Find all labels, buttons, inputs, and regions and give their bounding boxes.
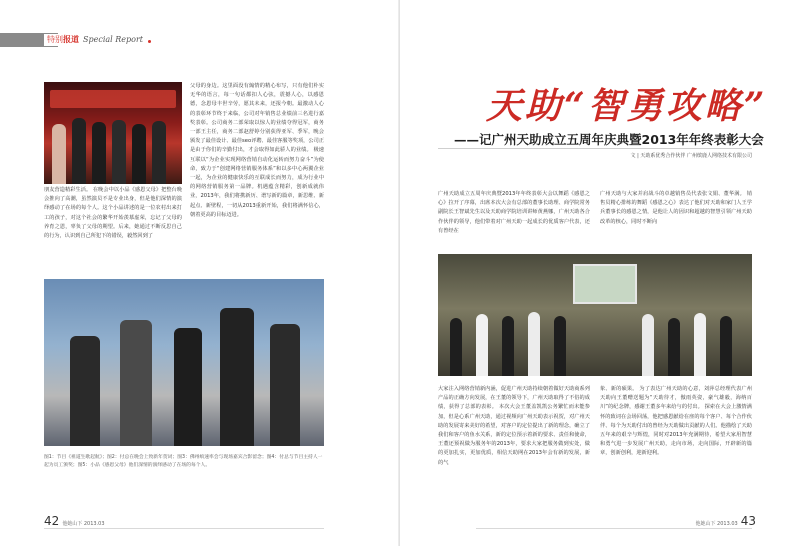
photo-figure: [450, 318, 462, 376]
page-number-left: 42: [44, 514, 60, 528]
photo-dance-performance: [438, 254, 752, 376]
text-column-1: 朋友营造精彩生活。 在晚会中以小品《感恩父母》把整台晚会推向了高潮，虽然演员不是专业出身，但是他们深情的演绎感动了在场的每个人。这个小品讲述的是一位农村出来打工的孩子，对这个社会的繁华开始羡慕虚荣，忘记了父母的养育之恩，辜负了父母的期望。后来，她通过不断反思自己的行为，认识到自己所犯下的错误，毅然回到了: [44, 187, 182, 240]
photo-figure: [72, 118, 86, 184]
photo-figure: [694, 313, 706, 376]
photo-figure: [220, 308, 254, 446]
photo-figure: [668, 318, 680, 376]
photo-figure: [554, 316, 566, 376]
photo-figure: [70, 336, 100, 446]
magazine-issue-left: 他她山下 2013.03: [62, 521, 105, 527]
photo-figure: [502, 316, 514, 376]
footer-rule-left: [44, 528, 324, 529]
footer-right: [695, 514, 756, 528]
article-title: 天助“智勇攻略”: [486, 85, 768, 127]
page-number-right: 43: [740, 514, 756, 528]
photo-figure: [120, 320, 152, 446]
section-label: [44, 34, 146, 46]
photo-figure: [152, 121, 166, 184]
photo-figure: [174, 328, 202, 446]
text-column-3: 广州天助成立五周年庆典暨2013年年终表彰大会以舞蹈《感恩之心》拉开了序幕，出席本次大会有总部的董事长助理、商学院常务副院长王智斌先生以及天助商学院培训讲师黄燕娜，广州天助各合作伙伴的领导，他们带着对广州天助一起成长的优质客户代表，还有曾经在: [438, 191, 590, 234]
photo-figure: [642, 314, 654, 376]
byline: 文 | 天助系优秀合作伙伴 广州缤鹿人网络技术有限公司: [630, 153, 752, 159]
section-label-prefix: 特别: [47, 35, 63, 44]
photo-screen: [573, 264, 637, 304]
footer-rule-right: [476, 528, 752, 529]
section-label-en: Special Report: [83, 35, 143, 44]
title-rule: [438, 148, 752, 149]
section-label-highlight: 报道: [63, 35, 79, 44]
section-dot: [148, 40, 151, 43]
photo-figure: [112, 120, 126, 184]
footer-left: [44, 514, 105, 528]
photo-figure: [720, 316, 732, 376]
photo-speakers: [44, 279, 324, 446]
photo-figure: [270, 324, 300, 446]
photo-stage-performers: [44, 82, 182, 184]
photo-figure: [92, 122, 106, 184]
photo-banner: [50, 90, 176, 108]
text-column-4: 广州天助与大家并肩战斗的卓越销售员代表张文娟、董华满。 销售员精心排练的舞蹈《感恩之心》表达了他们对天助和家门人王学兵董事长的感恩之情，是他让人的因识和超越的智慧引领广州天助改革的核心，同时不断向: [600, 191, 752, 225]
article-subtitle: ——记广州天助成立五周年庆典暨2013年年终表彰大会: [454, 132, 764, 147]
text-column-2: 父母的身边。这里面没有煽情的精心布写，只有他们朴实无华的语言，每一句话都扣人心弦，震撼人心，以感恩德，念恩母丰世辛劳，愿其未来，还报今朝。最激动人心的表彰环节终于来临，公司对年销售总业绩前三名进行嘉奖表彰。公司商务二部荣取以惊人的业绩夺得冠军，商务一部王主任，商务二部赵舒婷分别获得亚军、季军，晚会颁发了最佳设计、最佳seo评聘、最佳客服等奖项，公司正是由于你们的辛勤付出，才会取得如此骄人的业绩。 极速互联以“为企业实现网络营销自动化运转而努力奋斗”为使命，致力于“创建网络营销服务体系”和以多中心两翼企业一起，为企业的健康快乐的互联成长而努力，成为行业中的网络营销服务第一品牌。机遇蕴含精彩，创新成就伟业，2013年，我们将携新历、谱写新的篇章，新思维、新起点、新壁程，一切从2013重新开始，我们将满怀信心，朝着更高的目标迈进。: [190, 83, 324, 218]
magazine-issue-right: 他她山下 2013.03: [695, 521, 738, 527]
text-column-6: 象、新的硕果。 为了表达广州天助的心意，刘萍总经理代表广州天助向王董赠送题为“天助待才，傲雨英姿，豪气雄毅，海纳百川”的纪念牌，感谢王董多年来给与的付出。 探索在大会上激情满怀的致词在会场回荡，他把感恩献给在座的每个客户、每个合作伙伴、每个为天助付出的曾经为天助做出贡献的人们。他描绘了天助五年来的艰辛与辉煌，同时对2013年充满期待，希望大家用智慧和勇气进一步发展广州天助，走向市场，走向国际，开辟新的篇章，创新创利，迎新迎利。: [600, 386, 752, 457]
photo-figure: [132, 124, 146, 184]
photo-caption: 图1：节目《祖道生歌起航》；图2：付总在晚会上致新年贺词；图3：佛州缤速率会与现场嘉宾合影留念；图4：付总与节目主持人一起为员工颁奖；图5：小品《感恩父母》他们深情的演绎感动了在场的每个人。: [44, 455, 323, 468]
photo-figure: [52, 124, 66, 184]
text-column-5: 大家注入网络营销新内涵，促进广州天助持续朝着做好天助商系列产品的正确方向发展，在王董的领导下，广州天助取得了不俗的成绩，获得了总部的表彰。 本次大会王董盖凯凯公务繁忙而未能参加，但是心系广州天助，通过视频向广州天助表示祝贺，对广州天助的发展寄来美好的希望，对客户的定位提出了新的理念，确立了我们和客户的鱼水关系，新的定位预示着新的要求、责任和使命，王董还预祝做为服务年的2013年，要求大家把服务做到实处，做的更加扎实，更加优质，相信天助网在2013年会有新的发展，新的气: [438, 386, 590, 466]
photo-figure: [528, 312, 540, 376]
photo-figure: [476, 314, 488, 376]
